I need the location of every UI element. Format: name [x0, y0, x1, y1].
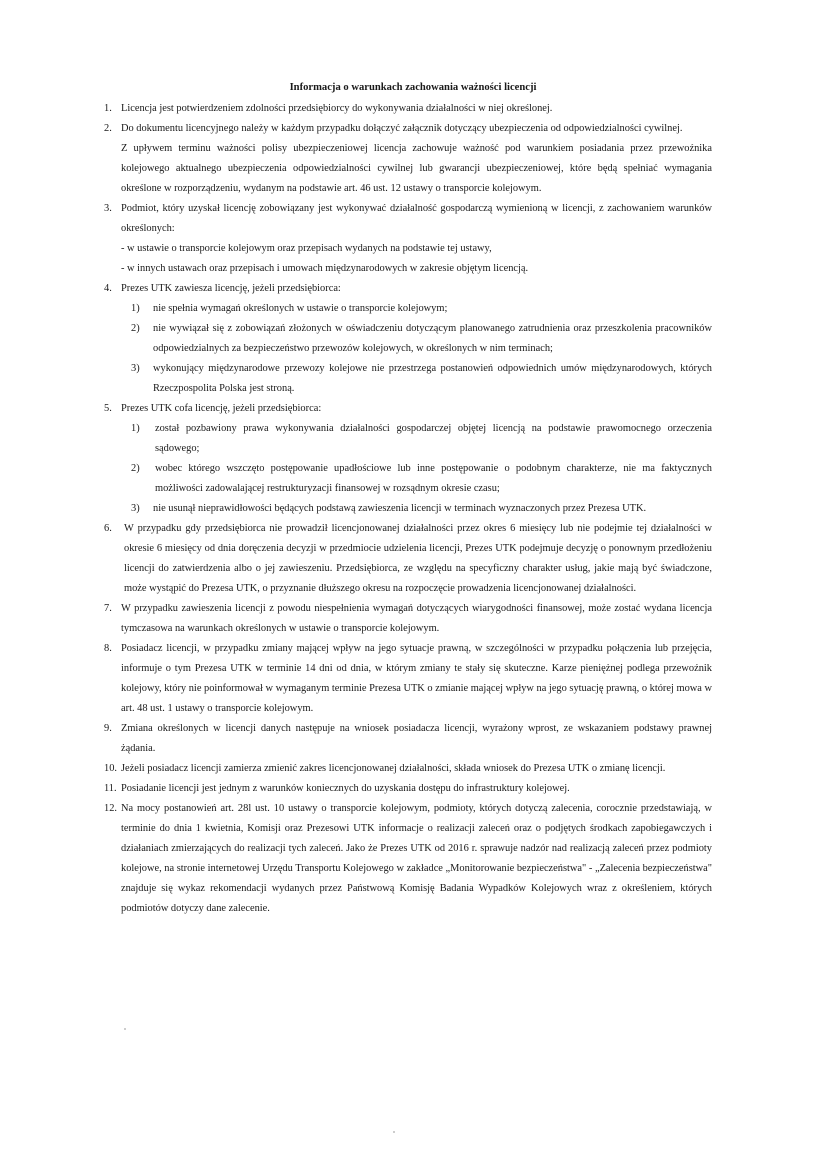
list-item	[104, 199, 712, 279]
sub-item-text: został pozbawiony prawa wykonywania działalności gospodarczej objętej licencją na podstawie prawomocnego orzeczenia sądowego;	[155, 423, 712, 454]
item-number: 3.	[104, 203, 112, 214]
item-number: 9.	[104, 723, 112, 734]
scan-speck	[393, 1131, 395, 1133]
document-body	[104, 99, 712, 919]
sub-item-text: wobec którego wszczęto postępowanie upadłościowe lub inne postępowanie o podobnym charakterze, nie ma faktycznych możliwości zadowalającej restrukturyzacji finansowej w rozsądnym okresie czasu;	[155, 463, 712, 494]
sub-item-number: 2)	[131, 463, 140, 474]
item-text: Licencja jest potwierdzeniem zdolności przedsiębiorcy do wykonywania działalności w niej określonej.	[121, 103, 553, 114]
list-item	[104, 799, 712, 919]
list-item	[104, 279, 712, 399]
list-item	[104, 599, 712, 639]
list-item	[104, 99, 712, 119]
list-item	[104, 519, 712, 599]
item-number: 8.	[104, 643, 112, 654]
item-text: Prezes UTK zawiesza licencję, jeżeli przedsiębiorca:	[121, 283, 341, 294]
sub-item	[121, 459, 712, 499]
sub-item-text: nie spełnia wymagań określonych w ustawie o transporcie kolejowym;	[153, 303, 448, 314]
sub-item-number: 2)	[131, 323, 140, 334]
item-number: 11.	[104, 783, 117, 794]
item-number: 6.	[104, 523, 112, 534]
item-number: 5.	[104, 403, 112, 414]
sub-item	[121, 419, 712, 459]
item-text: Posiadacz licencji, w przypadku zmiany mającej wpływ na jego sytuacje prawną, w szczególności w przypadku połączenia lub przejęcia, informuje o tym Prezesa UTK w terminie 14 dni od dnia, w którym zmiany te stały się skuteczne. Karze pieniężnej podlega przewoźnik kolejowy, który nie poinformował w wymaganym terminie Prezesa UTK o zmianie mającej wpływ na jego sytuację prawną, o której mowa w art. 48 ust. 1 ustawy o transporcie kolejowym.	[121, 643, 712, 714]
item-number: 12.	[104, 803, 117, 814]
sub-item-number: 3)	[131, 363, 140, 374]
item-text: Na mocy postanowień art. 28l ust. 10 ustawy o transporcie kolejowym, podmioty, których dotyczą zalecenia, corocznie przedstawiają, w terminie do dnia 1 kwietnia, Komisji oraz Prezesowi UTK informacje o realizacji zaleceń oraz o podjętych środkach zapobiegawczych i działaniach zmierzających do realizacji tych zaleceń. Jako że Prezes UTK od 2016 r. sprawuje nadzór nad realizacją zaleceń przez podmioty kolejowe, na stronie internetowej Urzędu Transportu Kolejowego w zakładce „Monitorowanie bezpieczeństwa" - „Zalecenia bezpieczeństwa" znajduje się wykaz rekomendacji wydanych przez Państwową Komisję Badania Wypadków Kolejowych wraz z określeniem, których podmiotów dotyczy dane zalecenie.	[121, 803, 712, 914]
item-text: Jeżeli posiadacz licencji zamierza zmienić zakres licencjonowanej działalności, składa wniosek do Prezesa UTK o zmianę licencji.	[121, 763, 666, 774]
item-text: W przypadku zawieszenia licencji z powodu niespełnienia wymagań dotyczących wiarygodności finansowej, może zostać wydana licencja tymczasowa na warunkach określonych w ustawie o transporcie kolejowym.	[121, 603, 712, 634]
dash-line: - w innych ustawach oraz przepisach i umowach międzynarodowych w zakresie objętym licencją.	[121, 263, 529, 274]
list-item	[104, 119, 712, 199]
item-number: 7.	[104, 603, 112, 614]
item-text: Z upływem terminu ważności polisy ubezpieczeniowej licencja zachowuje ważność pod warunkiem posiadania przez przewoźnika kolejowego aktualnego ubezpieczenia odpowiedzialności cywilnej lub gwarancji ubezpieczeniowej, które będą spełniać wymagania określone w rozporządzeniu, wydanym na podstawie art. 46 ust. 12 ustawy o transporcie kolejowym.	[121, 143, 712, 194]
sub-item-text: nie usunął nieprawidłowości będących podstawą zawieszenia licencji w terminach wyznaczonych przez Prezesa UTK.	[153, 503, 647, 514]
item-text: Do dokumentu licencyjnego należy w każdym przypadku dołączyć załącznik dotyczący ubezpieczenia od odpowiedzialności cywilnej.	[121, 123, 683, 134]
sub-item-number: 1)	[131, 423, 140, 434]
sub-item-text: nie wywiązał się z zobowiązań złożonych w oświadczeniu dotyczącym planowanego zatrudnienia oraz przeszkolenia pracowników odpowiedzialnych za bezpieczeństwo przewozów kolejowych, w określonych w nim terminach;	[153, 323, 712, 354]
item-text: Zmiana określonych w licencji danych następuje na wniosek posiadacza licencji, wyrażony wprost, ze wskazaniem podstawy prawnej żądania.	[121, 723, 712, 754]
item-text: W przypadku gdy przedsiębiorca nie prowadził licencjonowanej działalności przez okres 6 miesięcy lub nie podejmie tej działalności w okresie 6 miesięcy od dnia doręczenia decyzji w przedmiocie udzielenia licencji, Prezes UTK podejmuje decyzję o ponownym przedłożeniu licencji do zatwierdzenia albo o jej zawieszeniu. Przedsiębiorca, ze względu na specyficzny charakter usług, jakie mają być świadczone, może wystąpić do Prezesa UTK, o przyznanie dłuższego okresu na rozpoczęcie prowadzenia licencjonowanej działalności.	[124, 523, 712, 594]
item-number: 4.	[104, 283, 112, 294]
sub-item	[121, 359, 712, 399]
item-number: 1.	[104, 103, 112, 114]
sub-item	[121, 299, 712, 319]
sub-item	[121, 499, 712, 519]
document-title: Informacja o warunkach zachowania ważności licencji	[289, 82, 537, 93]
item-number: 10.	[104, 763, 117, 774]
item-text: Prezes UTK cofa licencję, jeżeli przedsiębiorca:	[121, 403, 322, 414]
item-text: Podmiot, który uzyskał licencję zobowiązany jest wykonywać działalność gospodarczą wymienioną w licencji, z zachowaniem warunków określonych:	[121, 203, 712, 234]
list-item	[104, 719, 712, 759]
sub-item-number: 1)	[131, 303, 140, 314]
scan-speck	[124, 1028, 126, 1030]
list-item	[104, 779, 712, 799]
sub-item-number: 3)	[131, 503, 140, 514]
sub-item-text: wykonujący międzynarodowe przewozy kolejowe nie przestrzega postanowień odpowiednich umów międzynarodowych, których Rzeczpospolita Polska jest stroną.	[153, 363, 712, 394]
list-item	[104, 759, 712, 779]
list-item	[104, 399, 712, 519]
sub-item	[121, 319, 712, 359]
dash-line: - w ustawie o transporcie kolejowym oraz przepisach wydanych na podstawie tej ustawy,	[121, 243, 492, 254]
item-text: Posiadanie licencji jest jednym z warunków koniecznych do uzyskania dostępu do infrastruktury kolejowej.	[121, 783, 570, 794]
list-item	[104, 639, 712, 719]
item-number: 2.	[104, 123, 112, 134]
